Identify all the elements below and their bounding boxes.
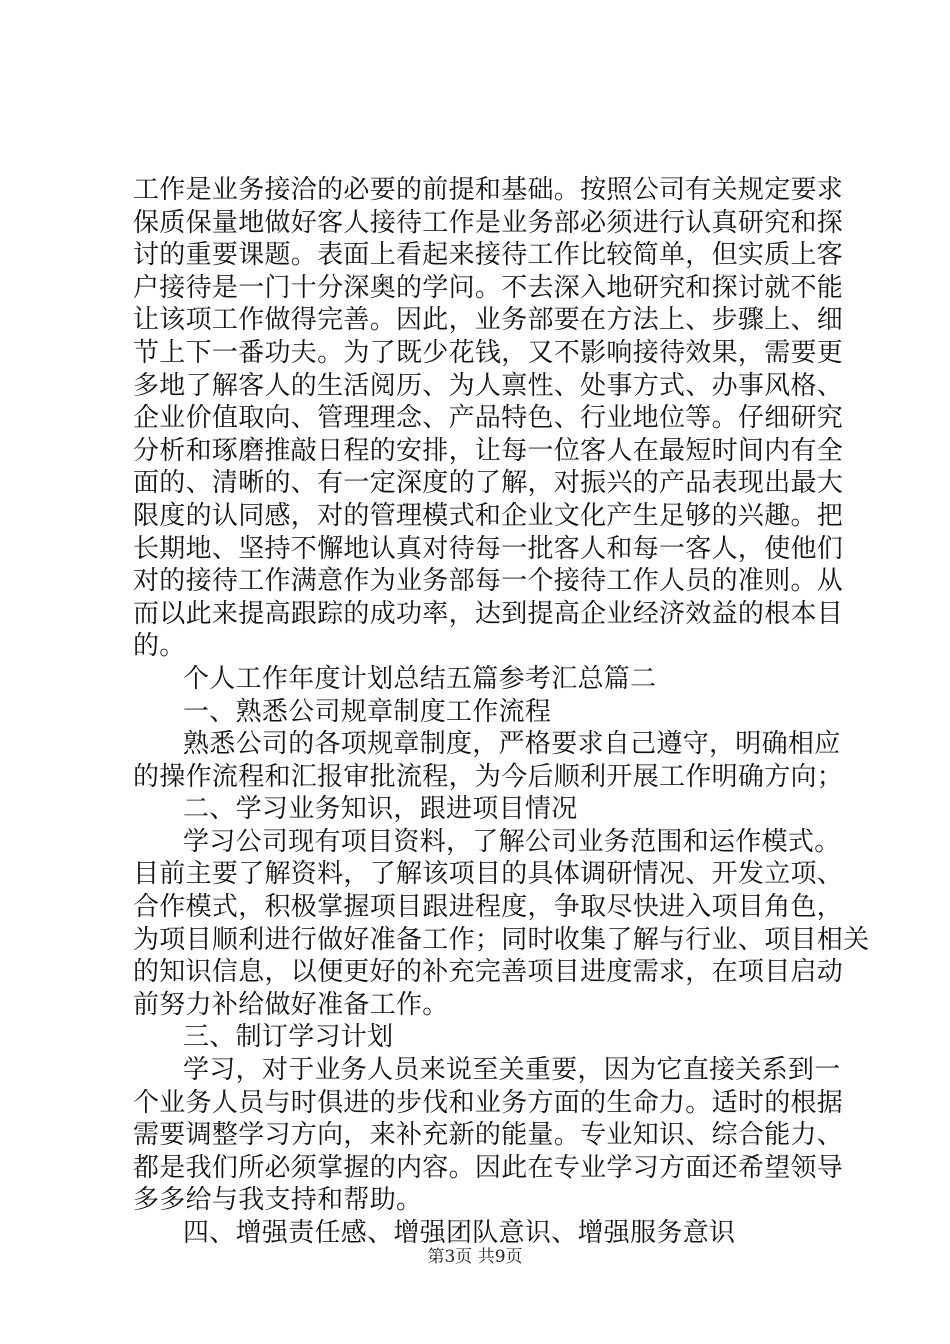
text-line: 为项目顺利进行做好准备工作；同时收集了解与行业、项目相关: [133, 924, 870, 955]
text-line: 工作是业务接洽的必要的前提和基础。按照公司有关规定要求: [133, 175, 844, 205]
document-body: [133, 174, 870, 1250]
text-line: 企业价值取向、管理理念、产品特色、行业地位等。仔细研究: [133, 403, 844, 434]
text-line: 合作模式，积极掌握项目跟进程度，争取尽快进入项目角色，: [133, 892, 844, 923]
text-line: 的。: [133, 631, 186, 662]
text-line: 多多给与我支持和帮助。: [133, 1185, 423, 1216]
text-line: 熟悉公司的各项规章制度，严格要求自己遵守，明确相应: [183, 729, 841, 760]
text-line: 个业务人员与时俱进的步伐和业务方面的生命力。适时的根据: [133, 1087, 844, 1118]
text-line: 的操作流程和汇报审批流程，为今后顺利开展工作明确方向；: [133, 761, 844, 792]
text-line: 多地了解客人的生活阅历、为人禀性、处事方式、办事风格、: [133, 370, 844, 401]
text-line: 长期地、坚持不懈地认真对待每一批客人和每一客人，使他们: [133, 533, 844, 564]
text-line: 三、制订学习计划: [183, 1022, 394, 1053]
text-line: 讨的重要课题。表面上看起来接待工作比较简单，但实质上客: [133, 240, 844, 271]
text-line: 需要调整学习方向，来补充新的能量。专业知识、综合能力、: [133, 1120, 844, 1151]
text-line: 分析和琢磨推敲日程的安排，让每一位客人在最短时间内有全: [133, 435, 844, 466]
text-line: 限度的认同感，对的管理模式和企业文化产生足够的兴趣。把: [133, 500, 844, 531]
text-line: 让该项工作做得完善。因此，业务部要在方法上、步骤上、细: [133, 305, 844, 336]
text-line: 个人工作年度计划总结五篇参考汇总篇二: [183, 663, 657, 694]
text-line: 学习公司现有项目资料，了解公司业务范围和运作模式。: [183, 826, 841, 857]
text-line: 对的接待工作满意作为业务部每一个接待工作人员的准则。从: [133, 566, 844, 597]
text-line: 户接待是一门十分深奥的学问。不去深入地研究和探讨就不能: [133, 272, 844, 303]
text-line: 前努力补给做好准备工作。: [133, 989, 449, 1020]
text-line: 面的、清晰的、有一定深度的了解，对振兴的产品表现出最大: [133, 468, 844, 499]
text-line: 都是我们所必须掌握的内容。因此在专业学习方面还希望领导: [133, 1152, 844, 1183]
text-line: 目前主要了解资料，了解该项目的具体调研情况、开发立项、: [133, 859, 844, 890]
text-line: 四、增强责任感、增强团队意识、增强服务意识: [183, 1218, 736, 1248]
page-number-footer: 第3页 共9页: [427, 1247, 523, 1267]
text-line: 保质保量地做好客人接待工作是业务部必须进行认真研究和探: [133, 207, 844, 238]
text-line: 学习，对于业务人员来说至关重要，因为它直接关系到一: [183, 1055, 841, 1086]
text-line: 节上下一番功夫。为了既少花钱，又不影响接待效果，需要更: [133, 337, 844, 368]
text-line: 的知识信息，以便更好的补充完善项目进度需求，在项目启动: [133, 957, 844, 988]
text-line: 二、学习业务知识，跟进项目情况: [183, 794, 578, 825]
text-line: 一、熟悉公司规章制度工作流程: [183, 696, 552, 727]
text-line: 而以此来提高跟踪的成功率，达到提高企业经济效益的根本目: [133, 598, 844, 629]
